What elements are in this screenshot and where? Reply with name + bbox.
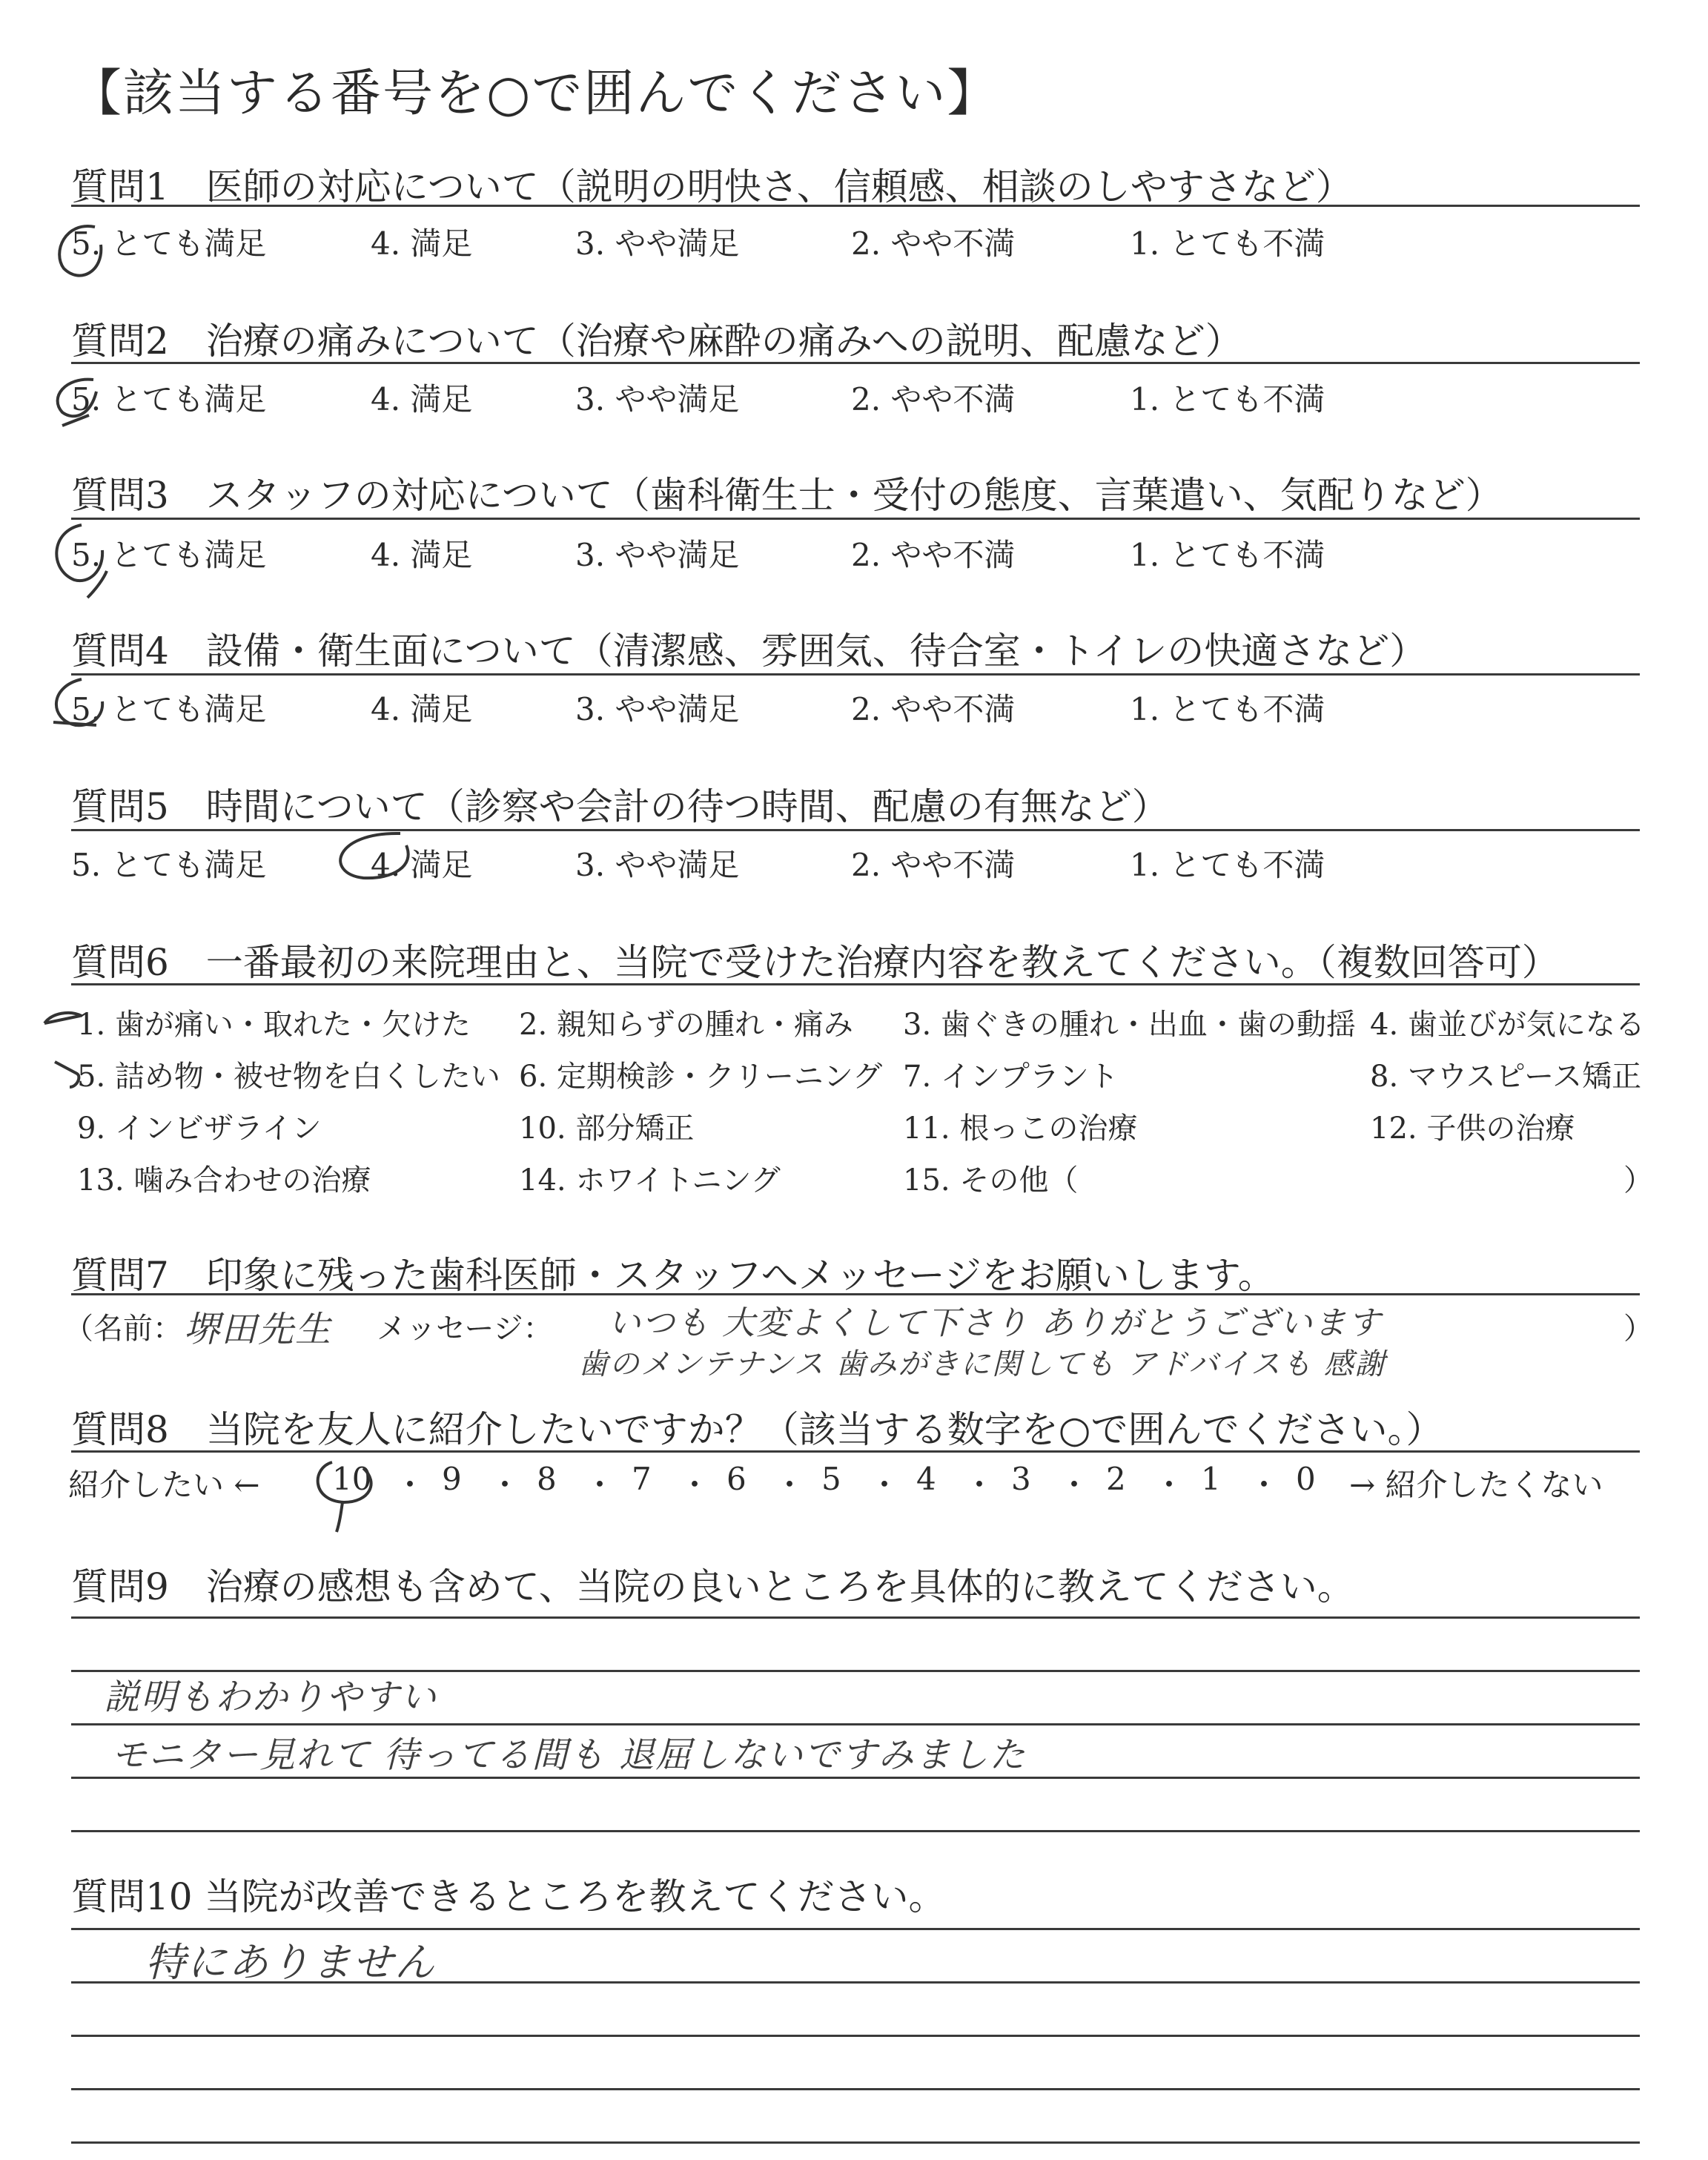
q4-option-2[interactable]: 2. やや不満 xyxy=(851,691,1016,727)
q7-close-paren: ） xyxy=(1623,1312,1653,1346)
q6-item[interactable]: 9. インビザライン xyxy=(77,1112,322,1146)
q6-checkmark-item1 xyxy=(44,1013,82,1023)
q2-option-5[interactable]: 5. とても満足 xyxy=(71,381,267,417)
q10-title: 質問10 当院が改善できるところを教えてください。 xyxy=(71,1875,946,1918)
q5-title: 質問5 時間について（診察や会計の待つ時間、配慮の有無など） xyxy=(71,785,1169,828)
q6-item[interactable]: 14. ホワイトニング xyxy=(519,1163,781,1198)
q3-option-2[interactable]: 2. やや不満 xyxy=(851,537,1016,573)
q6-item[interactable]: 12. 子供の治療 xyxy=(1370,1112,1575,1146)
q3-option-1[interactable]: 1. とても不満 xyxy=(1130,537,1325,573)
q6-item[interactable]: 1. 歯が痛い・取れた・欠けた xyxy=(77,1008,471,1042)
q8-score-6[interactable]: 6 xyxy=(726,1461,747,1497)
q8-right-label: → 紹介したくない xyxy=(1349,1467,1603,1503)
q8-dot: ・ xyxy=(964,1467,996,1503)
q8-score-0[interactable]: 0 xyxy=(1296,1461,1316,1497)
q6-item[interactable]: 2. 親知らずの腫れ・痛み xyxy=(519,1008,853,1042)
q7-message-line1[interactable]: いつも 大変よくして下さり ありがとうございます xyxy=(608,1304,1382,1342)
q1-title: 質問1 医師の対応について（説明の明快さ、信頼感、相談のしやすさなど） xyxy=(71,165,1353,208)
q9-answer-line1[interactable]: 説明もわかりやすい xyxy=(104,1677,438,1718)
q6-item[interactable]: 4. 歯並びが気になる xyxy=(1370,1008,1645,1042)
q8-score-8[interactable]: 8 xyxy=(537,1461,557,1497)
q6-item[interactable]: 15. その他（ xyxy=(903,1163,1079,1198)
q8-score-4[interactable]: 4 xyxy=(916,1461,936,1497)
q5-option-3[interactable]: 3. やや満足 xyxy=(575,847,740,883)
page-title: 【該当する番号を○で囲んでください】 xyxy=(71,65,999,123)
q8-score-10[interactable]: 10 xyxy=(332,1461,372,1497)
q10-answer-line1[interactable]: 特にありません xyxy=(145,1939,436,1986)
q1-option-4[interactable]: 4. 満足 xyxy=(371,225,473,262)
q8-dot: ・ xyxy=(1153,1467,1185,1503)
q8-dot: ・ xyxy=(489,1467,521,1503)
q8-score-3[interactable]: 3 xyxy=(1011,1461,1031,1497)
q6-item[interactable]: 11. 根っこの治療 xyxy=(903,1112,1138,1146)
q2-selection-mark xyxy=(58,380,96,426)
q8-dot: ・ xyxy=(679,1467,711,1503)
q6-item[interactable]: 8. マウスピース矯正 xyxy=(1370,1060,1642,1094)
q8-score-5[interactable]: 5 xyxy=(821,1461,841,1497)
q6-title: 質問6 一番最初の来院理由と、当院で受けた治療内容を教えてください。（複数回答可） xyxy=(71,941,1559,984)
q8-dot: ・ xyxy=(1248,1467,1280,1503)
q8-dot: ・ xyxy=(584,1467,616,1503)
q3-option-5[interactable]: 5. とても満足 xyxy=(71,537,267,573)
q2-option-1[interactable]: 1. とても不満 xyxy=(1130,381,1325,417)
q8-title: 質問8 当院を友人に紹介したいですか？（該当する数字を○で囲んでください。） xyxy=(71,1408,1443,1451)
q7-message-label: メッセージ： xyxy=(377,1312,553,1346)
q3-title: 質問3 スタッフの対応について（歯科衛生士・受付の態度、言葉遣い、気配りなど） xyxy=(71,474,1503,517)
q2-title: 質問2 治療の痛みについて（治療や麻酔の痛みへの説明、配慮など） xyxy=(71,320,1242,363)
q5-option-4[interactable]: 4. 満足 xyxy=(371,847,473,883)
q1-selection-circle xyxy=(59,226,101,276)
q6-item[interactable]: 7. インプラント xyxy=(903,1060,1119,1094)
q2-option-3[interactable]: 3. やや満足 xyxy=(575,381,740,417)
q8-score-1[interactable]: 1 xyxy=(1201,1461,1221,1497)
q1-option-1[interactable]: 1. とても不満 xyxy=(1130,225,1325,262)
q4-option-5[interactable]: 5. とても満足 xyxy=(71,691,267,727)
q8-dot: ・ xyxy=(394,1467,426,1503)
q8-dot: ・ xyxy=(1059,1467,1090,1503)
q4-option-3[interactable]: 3. やや満足 xyxy=(575,691,740,727)
q2-option-2[interactable]: 2. やや不満 xyxy=(851,381,1016,417)
q3-option-3[interactable]: 3. やや満足 xyxy=(575,537,740,573)
q8-score-9[interactable]: 9 xyxy=(442,1461,462,1497)
q7-name-value[interactable]: 堺田先生 xyxy=(184,1309,333,1350)
q1-option-3[interactable]: 3. やや満足 xyxy=(575,225,740,262)
q7-message-line2[interactable]: 歯のメンテナンス 歯みがきに関しても アドバイスも 感謝 xyxy=(578,1347,1386,1381)
q8-selection-circle xyxy=(318,1462,371,1532)
q8-left-label: 紹介したい ← xyxy=(68,1467,260,1503)
q5-option-1[interactable]: 1. とても不満 xyxy=(1130,847,1325,883)
q6-item[interactable]: 10. 部分矯正 xyxy=(519,1112,695,1146)
q9-answer-line2[interactable]: モニター見れて 待ってる間も 退屈しないですみました xyxy=(111,1734,1027,1776)
q8-dot: ・ xyxy=(869,1467,901,1503)
q8-dot: ・ xyxy=(774,1467,806,1503)
q6-item[interactable]: 13. 噛み合わせの治療 xyxy=(77,1163,371,1198)
q6-item[interactable]: 5. 詰め物・被せ物を白くしたい xyxy=(77,1060,500,1094)
q6-item[interactable]: 3. 歯ぐきの腫れ・出血・歯の動揺 xyxy=(903,1008,1356,1042)
q7-name-label: （名前： xyxy=(64,1312,182,1346)
q5-selection-circle xyxy=(340,833,408,878)
q1-option-2[interactable]: 2. やや不満 xyxy=(851,225,1016,262)
q3-option-4[interactable]: 4. 満足 xyxy=(371,537,473,573)
q4-title: 質問4 設備・衛生面について（清潔感、雰囲気、待合室・トイレの快適さなど） xyxy=(71,630,1427,673)
q5-option-5[interactable]: 5. とても満足 xyxy=(71,847,267,883)
q4-option-1[interactable]: 1. とても不満 xyxy=(1130,691,1325,727)
q6-other-close-paren: ） xyxy=(1623,1163,1653,1198)
q5-option-2[interactable]: 2. やや不満 xyxy=(851,847,1016,883)
q4-option-4[interactable]: 4. 満足 xyxy=(371,691,473,727)
q4-selection-circle xyxy=(53,679,102,725)
q2-option-4[interactable]: 4. 満足 xyxy=(371,381,473,417)
q1-option-5[interactable]: 5. とても満足 xyxy=(71,225,267,262)
q6-checkmark-item5 xyxy=(55,1062,79,1087)
q6-item[interactable]: 6. 定期検診・クリーニング xyxy=(519,1060,883,1094)
q3-selection-circle xyxy=(56,525,107,598)
q9-title: 質問9 治療の感想も含めて、当院の良いところを具体的に教えてください。 xyxy=(71,1565,1354,1608)
q7-title: 質問7 印象に残った歯科医師・スタッフへメッセージをお願いします。 xyxy=(71,1254,1275,1297)
q8-score-2[interactable]: 2 xyxy=(1106,1461,1126,1497)
q8-score-7[interactable]: 7 xyxy=(632,1461,652,1497)
